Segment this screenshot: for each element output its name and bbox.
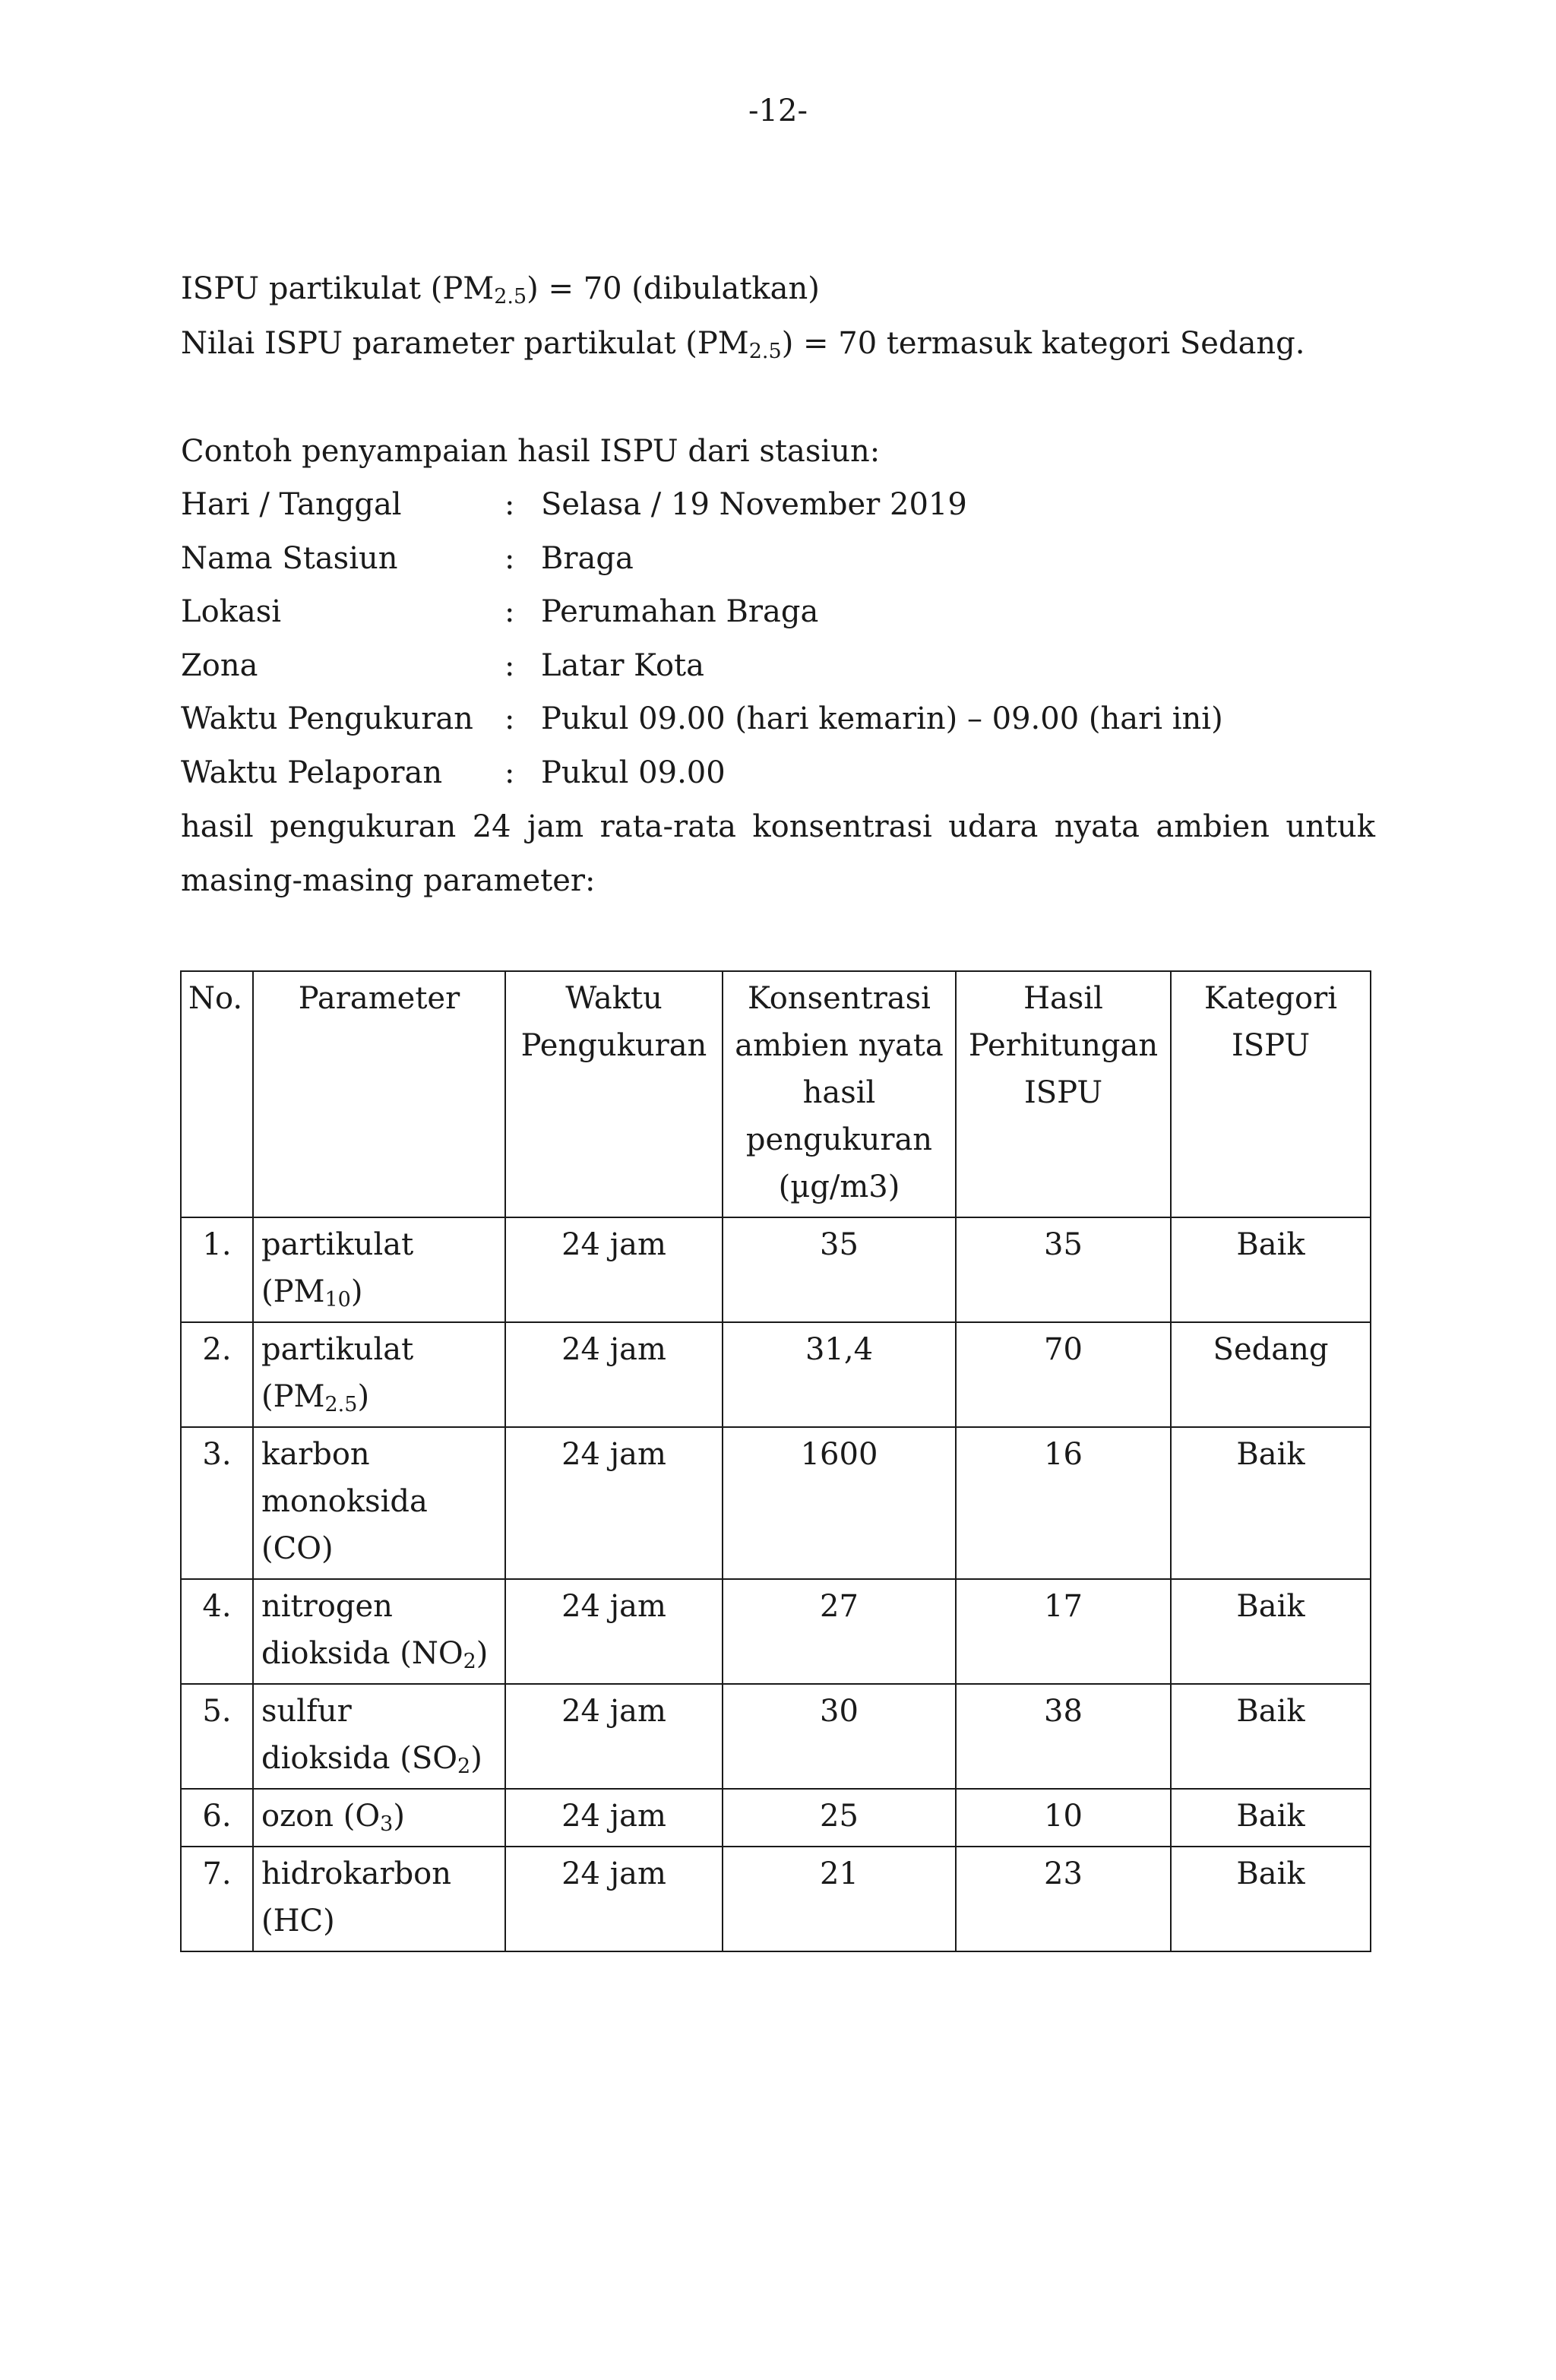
subscript: 2.5 <box>494 285 527 309</box>
ispu-rounded-line <box>181 271 820 307</box>
info-label: Waktu Pengukuran <box>181 701 473 736</box>
cell-no: 5. <box>181 1684 253 1789</box>
ispu-category-line <box>181 325 1305 362</box>
result-text-line: masing-masing parameter: <box>181 863 596 898</box>
cell-kategori: Baik <box>1171 1217 1371 1322</box>
example-heading: Contoh penyampaian hasil ISPU dari stasiun: <box>181 434 881 469</box>
text: ) <box>476 1636 489 1671</box>
info-colon: : <box>504 594 515 629</box>
cell-parameter <box>253 1322 505 1427</box>
info-value: Pukul 09.00 (hari kemarin) – 09.00 (hari ini) <box>541 701 1223 736</box>
header-konsentrasi <box>723 971 956 1217</box>
table-row <box>181 1579 1371 1684</box>
info-value: Pukul 09.00 <box>541 755 726 790</box>
info-value: Braga <box>541 541 634 576</box>
info-colon: : <box>504 701 515 736</box>
subscript: 10 <box>324 1288 351 1312</box>
ispu-table <box>180 970 1371 1952</box>
cell-no: 1. <box>181 1217 253 1322</box>
text: Waktu <box>565 981 663 1016</box>
text: dioksida (NO <box>261 1636 463 1671</box>
header-parameter: Parameter <box>253 971 505 1217</box>
text: (PM <box>261 1379 325 1414</box>
subscript: 2.5 <box>324 1393 358 1416</box>
cell-kategori: Baik <box>1171 1427 1371 1579</box>
table-row <box>181 1427 1371 1579</box>
text: ISPU partikulat (PM <box>181 271 495 306</box>
text: dioksida (SO <box>261 1741 458 1776</box>
header-no: No. <box>181 971 253 1217</box>
text: Kategori <box>1203 981 1338 1016</box>
info-label: Nama Stasiun <box>181 541 398 576</box>
info-label: Zona <box>181 648 258 683</box>
table-row <box>181 1217 1371 1322</box>
table-row <box>181 1789 1371 1847</box>
cell-kategori: Baik <box>1171 1789 1371 1847</box>
text: hasil <box>802 1075 876 1110</box>
subscript: 2.5 <box>748 340 782 363</box>
cell-no: 7. <box>181 1847 253 1951</box>
cell-waktu: 24 jam <box>505 1847 723 1951</box>
text: ambien nyata <box>735 1028 944 1063</box>
table-row <box>181 1847 1371 1951</box>
text: Hasil <box>1023 981 1103 1016</box>
table-row <box>181 1322 1371 1427</box>
subscript: 3 <box>380 1812 394 1836</box>
header-kategori <box>1171 971 1371 1217</box>
text: monoksida <box>261 1484 428 1519</box>
info-label: Hari / Tanggal <box>181 487 402 522</box>
info-label: Lokasi <box>181 594 282 629</box>
text: sulfur <box>261 1694 352 1729</box>
cell-kategori: Baik <box>1171 1579 1371 1684</box>
header-hasil <box>956 971 1171 1217</box>
header-waktu <box>505 971 723 1217</box>
cell-waktu: 24 jam <box>505 1579 723 1684</box>
cell-hasil: 23 <box>956 1847 1171 1951</box>
table-header-row <box>181 971 1371 1217</box>
text: karbon <box>261 1437 370 1472</box>
text: ) <box>470 1741 482 1776</box>
page-number: -12- <box>748 93 808 128</box>
text: ) <box>357 1379 370 1414</box>
text: (HC) <box>261 1904 335 1938</box>
text: ) = 70 (dibulatkan) <box>527 271 820 306</box>
cell-kategori: Sedang <box>1171 1322 1371 1427</box>
info-value: Latar Kota <box>541 648 704 683</box>
cell-hasil: 16 <box>956 1427 1171 1579</box>
cell-kategori: Baik <box>1171 1684 1371 1789</box>
subscript: 2 <box>457 1755 471 1778</box>
cell-parameter <box>253 1789 505 1847</box>
cell-hasil: 70 <box>956 1322 1171 1427</box>
text: (CO) <box>261 1531 334 1566</box>
cell-kategori: Baik <box>1171 1847 1371 1951</box>
text: Nilai ISPU parameter partikulat (PM <box>181 326 749 361</box>
cell-konsentrasi: 30 <box>723 1684 956 1789</box>
text: nitrogen <box>261 1589 393 1624</box>
cell-hasil: 38 <box>956 1684 1171 1789</box>
result-text-line: hasil pengukuran 24 jam rata-rata konsentrasi udara nyata ambien untuk <box>181 809 1375 844</box>
info-colon: : <box>504 755 515 790</box>
text: ISPU <box>1023 1075 1103 1110</box>
info-value: Perumahan Braga <box>541 594 819 629</box>
cell-konsentrasi: 31,4 <box>723 1322 956 1427</box>
text: partikulat <box>261 1227 414 1262</box>
cell-konsentrasi: 1600 <box>723 1427 956 1579</box>
cell-parameter <box>253 1217 505 1322</box>
table-row <box>181 1684 1371 1789</box>
cell-waktu: 24 jam <box>505 1217 723 1322</box>
info-colon: : <box>504 648 515 683</box>
cell-waktu: 24 jam <box>505 1427 723 1579</box>
text: (PM <box>261 1274 325 1309</box>
cell-waktu: 24 jam <box>505 1684 723 1789</box>
text: Pengukuran <box>520 1028 707 1063</box>
text: ) <box>350 1274 363 1309</box>
cell-konsentrasi: 25 <box>723 1789 956 1847</box>
info-value: Selasa / 19 November 2019 <box>541 487 967 522</box>
cell-parameter <box>253 1847 505 1951</box>
cell-no: 2. <box>181 1322 253 1427</box>
info-label: Waktu Pelaporan <box>181 755 443 790</box>
cell-waktu: 24 jam <box>505 1789 723 1847</box>
text: (µg/m3) <box>778 1169 900 1204</box>
text: hidrokarbon <box>261 1856 452 1891</box>
cell-no: 6. <box>181 1789 253 1847</box>
cell-parameter <box>253 1579 505 1684</box>
cell-waktu: 24 jam <box>505 1322 723 1427</box>
text: partikulat <box>261 1332 414 1367</box>
text: ) <box>393 1799 405 1834</box>
text: Perhitungan <box>968 1028 1159 1063</box>
cell-parameter <box>253 1427 505 1579</box>
cell-no: 3. <box>181 1427 253 1579</box>
cell-konsentrasi: 21 <box>723 1847 956 1951</box>
text: ISPU <box>1231 1028 1311 1063</box>
text: ) = 70 termasuk kategori Sedang. <box>781 326 1305 361</box>
cell-parameter <box>253 1684 505 1789</box>
text: Konsentrasi <box>748 981 931 1016</box>
text: pengukuran <box>745 1122 933 1157</box>
cell-no: 4. <box>181 1579 253 1684</box>
cell-hasil: 17 <box>956 1579 1171 1684</box>
info-colon: : <box>504 541 515 576</box>
text: ozon (O <box>261 1799 381 1834</box>
cell-hasil: 10 <box>956 1789 1171 1847</box>
info-colon: : <box>504 487 515 522</box>
cell-hasil: 35 <box>956 1217 1171 1322</box>
subscript: 2 <box>463 1650 476 1673</box>
cell-konsentrasi: 27 <box>723 1579 956 1684</box>
cell-konsentrasi: 35 <box>723 1217 956 1322</box>
